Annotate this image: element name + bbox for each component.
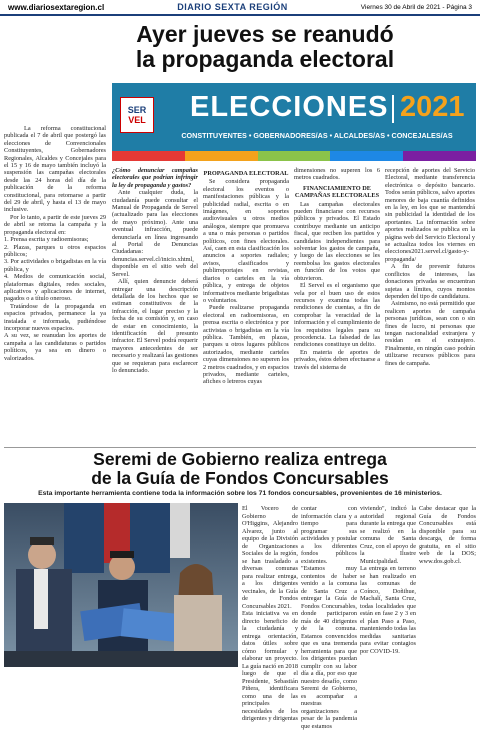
- banner-subtitle: CONSTITUYENTES • GOBERNADORES/AS • ALCALDES/AS • CONCEJALES/AS: [181, 131, 453, 140]
- article2-column-4: Cabe destacar que la Guía de Fondos Concursables está disponible para su descarga, de forma gratuita, en el sitio web de la DOS; www.dos.gob.cl.: [419, 505, 476, 565]
- banner-color-stripe: [112, 151, 476, 161]
- article1-column-5: recepción de aportes del Servicio Electoral, mediante transferencia electrónica o depósito bancario. Todos serán públicos, salvo aportes menores de baja cuantía definidos en la ley, en los que se mantendrá sin publicidad la identidad de los aportantes. La información sobre aportes realizados se publica en la página web del Servicio Electoral y se actualiza todos los viernes en elecciones2021.servel.cl/gasto-y-propaganda/ A fin de prevenir futuros conflictos de intereses, las donaciones privadas se encuentran sujetas a límites, cuyos montos dependen del tipo de candidatura. Asimismo, no está permitido que realicen aportes de campaña personas jurídicas, sean con o sin fines de lucro, ni personas que tengan nacionalidad extranjera y residan en el extranjero. Finalmente, en ningún caso podrán utilizarse recursos públicos para fines de campaña.: [385, 167, 475, 367]
- elections-banner: [112, 83, 476, 161]
- article2-photo: [4, 503, 238, 667]
- newspaper-brand: DIARIO SEXTA REGIÓN: [177, 2, 288, 12]
- issue-date: Viernes 30 de Abril de 2021 - Página 3: [360, 3, 472, 11]
- stripe-orange: [185, 151, 258, 161]
- article2-headline: Seremi de Gobierno realiza entrega de la Guía de Fondos Concursables: [91, 449, 389, 488]
- article1-column-3: PROPAGANDA ELECTORAL Se considera propaganda electoral los eventos o manifestaciones públicas y la publicidad radial, escrita o en imágenes, en soportes audiovisuales u otros medios análogos, siempre que promueva a una o más personas o partidos políticos, con fines electorales. Así, caen en esta clasificación los anuncios a soportes radiales; avisos, clasificados y publirreportajes en revistas, diarios o carteles en la vía pública, y entrega de objetos informativos mediante brigadistas o voluntarios. Puede realizarse propaganda electoral en radioemisoras, en prensa escrita o electrónica y por activistas o brigadistas en la vía pública. También, en plazas, parques u otros lugares públicos autorizados, mediante carteles cuyas dimensiones no superen los 2 metros cuadrados, y en espacios privados, mediante carteles, afiches o letreros cuyas: [203, 170, 289, 386]
- article2-column-2: contar con información clara y a tiempo para programar sus actividades y postular a los diferentes fondos públicos existentes. "Estamos muy contentos de haber venido a la comuna de Santa Cruz a entregar la Guía de Fondos Concursables, donde participaron más de 40 dirigentes de la comuna. Estamos convencidos que es una tremenda herramienta para que los dirigentes puedan cumplir con su labor día a día, por eso que nuestro desafío, como Seremi de Gobierno, es acompañar a nuestras organizaciones a pesar de la pandemia que estamos: [301, 505, 357, 730]
- section-divider: [4, 447, 476, 448]
- stripe-red: [112, 151, 185, 161]
- article1-left-column: La reforma constitucional publicada el 7 de abril que postergó las elecciones de Convencionales Constituyentes, Gobernadores Regionales, Alcaldes y Concejales para el 15 y 16 de mayo también incluyó la suspensión las campañas electorales desde las 24 horas del día de la publicación de la reforma constitucional, para retomarse a partir del 29 de abril, y hasta el 13 de mayo inclusive. Por lo tanto, a partir de este jueves 29 de abril se retoma la campaña y la propaganda electoral en: 1. Prensa escrita y radioemisoras; 2. Plazas, parques u otros espacios públicos; 3. Por actividades o brigadistas en la vía pública, y 4. Medios de comunicación social, plataformas digitales, redes sociales, aplicativos y aplicaciones de internet, pagados o a título oneroso. Tratándose de la propaganda en espacios privados, permanece la ya instalada e informada, pudiéndose incorporar nuevos espacios. A su vez, se reanudan los aportes de campaña a las candidaturas o partidos políticos, ya sea en dinero o valorizados.: [4, 125, 106, 362]
- photo-illustration: [4, 503, 238, 667]
- stripe-blue: [330, 151, 403, 161]
- article2-column-3: viviendo", indicó la autoridad regional durante la entrega que se realizó en la comuna de Santa Cruz, con el apoyo de la Ilustre Municipalidad. La entrega en terreno se han realizado en las comunas de Coínco, Doñihue, Machalí, Santa Cruz, todas localidades que están en fase 2 y 3 en el plan Paso a Paso, manteniendo todas las medidas sanitarias para evitar contagios por COVID-19.: [360, 505, 416, 655]
- page-header: [0, 0, 480, 16]
- article2-subtitle: Esta importante herramienta contiene toda la información sobre los 71 fondos concursables, provenientes de 16 ministerios.: [38, 490, 442, 497]
- site-url[interactable]: www.diariosextaregion.cl: [8, 2, 105, 12]
- stripe-green: [258, 151, 331, 161]
- banner-title: ELECCIONES: [190, 91, 389, 123]
- servel-logo: SER VEL: [120, 97, 154, 133]
- article1-headline: Ayer jueves se reanudó la propaganda electoral: [135, 21, 395, 72]
- stripe-purple: [403, 151, 476, 161]
- article1-column-2: ¿Cómo denunciar campañas electorales que podrían infringir la ley de propaganda y gastos? Ante cualquier duda, la ciudadanía puede consultar el Manual de Propaganda de Servel (actualizado para las elecciones de mayo próximo). Ante una eventual infracción, puede denunciarla en línea ingresando al Portal de Denuncias Ciudadanas: denuncias.servel.cl/inicio.xhtml, disponible en el sitio web del Servel. Allí, quien denuncie deberá entregar una descripción detallada de los hechos que se estiman constitutivos de la infracción, el lugar preciso y la fecha de su comisión y, en caso de estar en conocimiento, la identificación del presunto infractor. El Servel podrá requerir mayores antecedentes de ser necesario y realizará las gestiones que se requieran para esclarecer lo denunciado.: [112, 167, 198, 374]
- article1-column-4: dimensiones no superen los 6 metros cuadrados. FINANCIAMIENTO DE CAMPAÑAS ELECTORALES Las campañas electorales pueden financiarse con recursos públicos y privados. El Estado contribuye mediante un anticipo fiscal, que reciben los partidos y candidatos independientes para solventar los gastos de campaña, y luego de las elecciones se les reembolsa los gastos electorales en función de los votos que obtuvieron. El Servel es el organismo que vela por el buen uso de estos recursos y examina todas las rendiciones de cuentas, a fin de comprobar la veracidad de la información y el cumplimiento de los requisitos legales para su procedencia. La falsedad de las rendiciones constituye un delito. En materia de aportes de privados, éstos deben efectuarse a través del sistema de: [294, 167, 380, 371]
- article2-column-1: El Vocero de Gobierno de O'Higgins, Alejandro Alvarez, junto al equipo de la División de Organizaciones Sociales de la región, se han trasladado a diversas comunas para realizar entrega, a los dirigentes vecinales, de la Guía de Fondos Concursables 2021. Esta iniciativa va en directo beneficio de la ciudadanía y entrega orientación, datos útiles sobre cómo formular y elaborar un proyecto. La guía nació en 2018 luego de que el Presidente, Sebastián Piñera, identificara como una de las principales necesidades de los dirigentes y dirigentas: [242, 505, 298, 722]
- banner-year: 2021: [400, 91, 465, 123]
- banner-separator: [392, 95, 394, 123]
